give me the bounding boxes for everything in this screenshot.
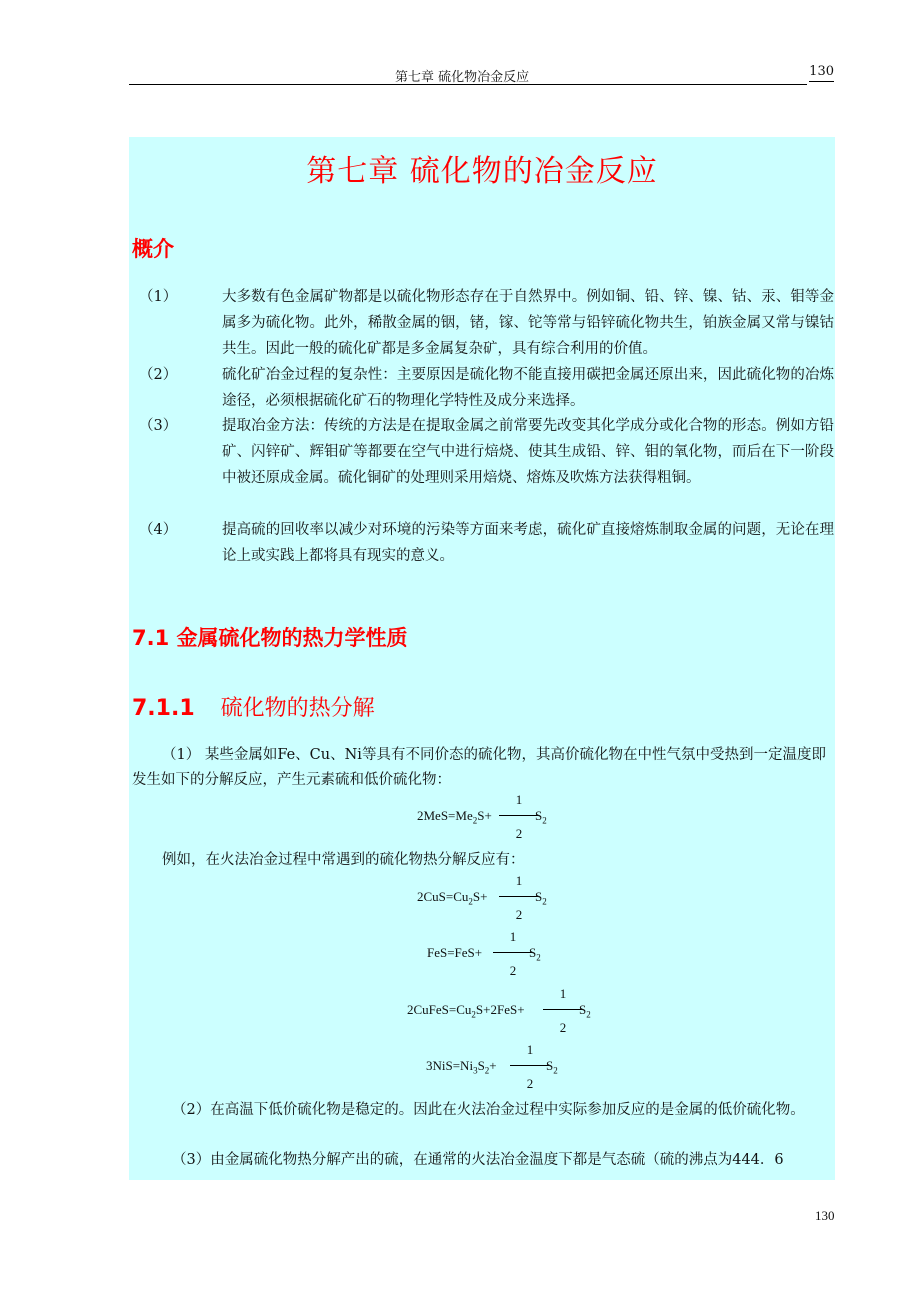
- fraction-bar: [499, 815, 539, 816]
- header-rule: [129, 84, 807, 85]
- equation-rhs: $S_2$: [535, 808, 547, 826]
- fraction-bar: [499, 896, 539, 897]
- page-header: [129, 60, 834, 90]
- intro-item-text: 硫化矿冶金过程的复杂性：主要原因是硫化物不能直接用碳把金属还原出来，因此硫化物的冶炼途径，必须根据硫化矿石的物理化学特性及成分来选择。: [222, 367, 834, 409]
- fraction-numerator: 1: [526, 1042, 534, 1057]
- intro-item-text: 大多数有色金属矿物都是以硫化物形态存在于自然界中。例如铜、铅、锌、镍、钴、汞、钼等金属多为硫化物。此外，稀散金属的铟，锗，镓、铊等常与铅锌硫化物共生，铂族金属又常与镍钴共生。因此一般的硫化矿都是多金属复杂矿，具有综合利用的价值。: [222, 289, 834, 357]
- fraction-denominator: 2: [509, 963, 517, 978]
- equation-lhs: FeS=FeS+: [427, 945, 483, 960]
- intro-item-number: （1）: [139, 289, 178, 305]
- paragraph-3: （3）由金属硫化物热分解产出的硫，在通常的火法冶金温度下都是气态硫（硫的沸点为444．6: [172, 1152, 784, 1168]
- equation-lhs: $2MeS=Me_2S+$: [417, 808, 492, 826]
- header-page-number: 130: [809, 64, 834, 82]
- fraction: [499, 791, 539, 842]
- fraction-numerator: 1: [559, 986, 567, 1001]
- intro-item-text: 提取冶金方法：传统的方法是在提取金属之前常要先改变其化学成分或化合物的形态。例如方铅矿、闪锌矿、辉钼矿等都要在空气中进行焙烧、使其生成铅、锌、钼的氧化物，而后在下一阶段中被还原成金属。硫化铜矿的处理则采用焙烧、熔炼及吹炼方法获得粗铜。: [222, 418, 834, 486]
- intro-item-text: 提高硫的回收率以减少对环境的污染等方面来考虑，硫化矿直接熔炼制取金属的问题，无论在理论上或实践上都将具有现实的意义。: [222, 522, 834, 564]
- paragraph-example: 例如，在火法冶金过程中常遇到的硫化物热分解反应有：: [162, 852, 525, 868]
- intro-item-number: （3）: [139, 418, 178, 434]
- fraction-bar: [543, 1009, 583, 1010]
- equation-lhs: $2CuS=Cu_2S+$: [417, 889, 488, 907]
- paragraph-2: （2）在高温下低价硫化物是稳定的。因此在火法冶金过程中实际参加反应的是金属的低价硫化物。: [172, 1102, 805, 1118]
- fraction-denominator: 2: [559, 1020, 567, 1035]
- intro-heading: 概介: [132, 237, 174, 261]
- section-heading-7-1: 7.1 金属硫化物的热力学性质: [132, 626, 408, 650]
- section-title: 硫化物的热分解: [220, 696, 375, 721]
- intro-item-number: （4）: [139, 522, 178, 538]
- fraction: [499, 872, 539, 923]
- section-number: 7.1.1: [132, 696, 195, 721]
- content-panel: [129, 137, 835, 1180]
- equation-lhs: $2CuFeS=Cu_2S+2FeS+$: [407, 1002, 525, 1020]
- fraction-numerator: 1: [515, 873, 523, 888]
- intro-item-number: （2）: [139, 367, 178, 383]
- fraction: [543, 985, 583, 1036]
- fraction-bar: [510, 1065, 550, 1066]
- paragraph-1: （1） 某些金属如Fe、Cu、Ni等具有不同价态的硫化物，其高价硫化物在中性气氛中受热到一定温度即发生如下的分解反应，产生元素硫和低价硫化物：: [132, 747, 826, 788]
- chapter-title: 第七章 硫化物的冶金反应: [306, 154, 658, 189]
- fraction: [493, 928, 533, 979]
- equation-lhs: $3NiS=Ni_3S_2+$: [426, 1058, 497, 1076]
- section-heading-7-1-1: [132, 691, 375, 722]
- equation-rhs: $S_2$: [579, 1002, 591, 1020]
- equation-rhs: $S_2$: [529, 945, 541, 963]
- fraction-denominator: 2: [515, 826, 523, 841]
- fraction: [510, 1041, 550, 1092]
- fraction-denominator: 2: [526, 1076, 534, 1091]
- fraction-bar: [493, 952, 533, 953]
- footer-page-number: 130: [815, 1208, 835, 1223]
- fraction-numerator: 1: [509, 929, 517, 944]
- fraction-numerator: 1: [515, 792, 523, 807]
- equation-rhs: $S_2$: [535, 889, 547, 907]
- header-title: 第七章 硫化物冶金反应: [395, 70, 530, 85]
- equation-rhs: $S_2$: [546, 1058, 558, 1076]
- fraction-denominator: 2: [515, 907, 523, 922]
